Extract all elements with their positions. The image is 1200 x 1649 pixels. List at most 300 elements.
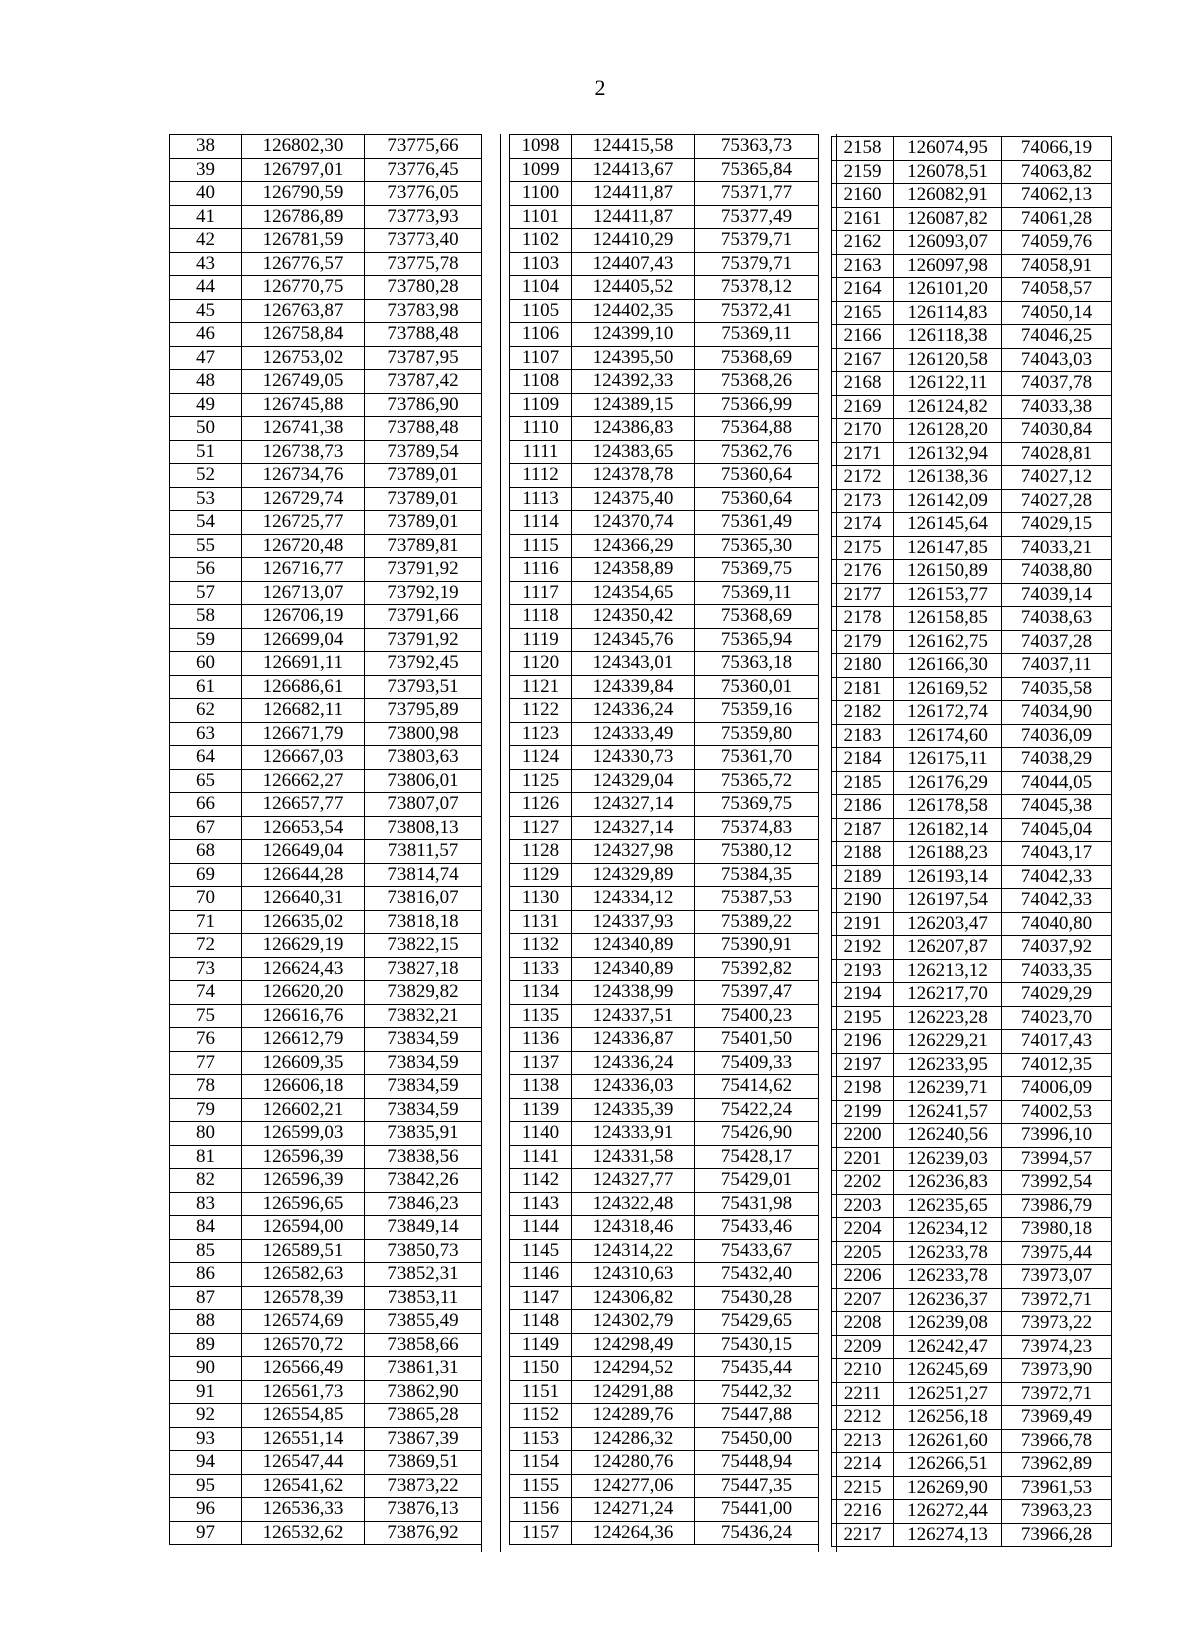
x-coordinate-cell: 126203,47	[894, 912, 1002, 936]
y-coordinate-cell: 74037,11	[1002, 654, 1112, 678]
x-coordinate-cell: 126602,21	[242, 1098, 365, 1122]
table-row	[170, 276, 482, 300]
y-coordinate-cell: 75435,44	[695, 1357, 819, 1381]
y-coordinate-cell: 74046,25	[1002, 325, 1112, 349]
y-coordinate-cell: 75390,91	[695, 934, 819, 958]
table-row	[510, 816, 819, 840]
point-number-cell: 2188	[832, 842, 894, 866]
point-number-cell: 2167	[832, 348, 894, 372]
table-row	[510, 1333, 819, 1357]
x-coordinate-cell: 126551,14	[242, 1427, 365, 1451]
x-coordinate-cell: 126082,91	[894, 184, 1002, 208]
table-row	[170, 1498, 482, 1522]
point-number-cell: 1100	[510, 182, 572, 206]
table-row	[832, 865, 1112, 889]
point-number-cell: 1140	[510, 1122, 572, 1146]
y-coordinate-cell: 73789,01	[365, 464, 482, 488]
table-row	[170, 816, 482, 840]
point-number-cell: 2199	[832, 1100, 894, 1124]
y-coordinate-cell: 73865,28	[365, 1404, 482, 1428]
point-number-cell: 1098	[510, 135, 572, 159]
y-coordinate-cell: 75369,75	[695, 793, 819, 817]
point-number-cell: 2211	[832, 1382, 894, 1406]
table-row	[832, 842, 1112, 866]
y-coordinate-cell: 73816,07	[365, 887, 482, 911]
x-coordinate-cell: 126649,04	[242, 840, 365, 864]
x-coordinate-cell: 126720,48	[242, 534, 365, 558]
x-coordinate-cell: 126101,20	[894, 278, 1002, 302]
table-row	[170, 675, 482, 699]
x-coordinate-cell: 124329,89	[572, 863, 695, 887]
point-number-cell: 1146	[510, 1263, 572, 1287]
x-coordinate-cell: 124370,74	[572, 511, 695, 535]
table-row	[510, 158, 819, 182]
point-number-cell: 1103	[510, 252, 572, 276]
y-coordinate-cell: 73808,13	[365, 816, 482, 840]
y-coordinate-cell: 75365,84	[695, 158, 819, 182]
x-coordinate-cell: 126554,85	[242, 1404, 365, 1428]
x-coordinate-cell: 124415,58	[572, 135, 695, 159]
table-row	[832, 630, 1112, 654]
point-number-cell: 40	[170, 182, 242, 206]
x-coordinate-cell: 124411,87	[572, 205, 695, 229]
point-number-cell: 49	[170, 393, 242, 417]
y-coordinate-cell: 75430,28	[695, 1286, 819, 1310]
x-coordinate-cell: 126162,75	[894, 630, 1002, 654]
y-coordinate-cell: 75432,40	[695, 1263, 819, 1287]
y-coordinate-cell: 73834,59	[365, 1028, 482, 1052]
y-coordinate-cell: 74028,81	[1002, 442, 1112, 466]
table-row	[510, 722, 819, 746]
table-row	[832, 1359, 1112, 1383]
point-number-cell: 1157	[510, 1521, 572, 1545]
point-number-cell: 81	[170, 1145, 242, 1169]
y-coordinate-cell: 73787,42	[365, 370, 482, 394]
x-coordinate-cell: 126699,04	[242, 628, 365, 652]
y-coordinate-cell: 73846,23	[365, 1192, 482, 1216]
table-row	[170, 323, 482, 347]
y-coordinate-cell: 73858,66	[365, 1333, 482, 1357]
x-coordinate-cell: 124375,40	[572, 487, 695, 511]
x-coordinate-cell: 124280,76	[572, 1451, 695, 1475]
point-number-cell: 1129	[510, 863, 572, 887]
point-number-cell: 1130	[510, 887, 572, 911]
x-coordinate-cell: 126541,62	[242, 1474, 365, 1498]
y-coordinate-cell: 74027,12	[1002, 466, 1112, 490]
point-number-cell: 2197	[832, 1053, 894, 1077]
point-number-cell: 2185	[832, 771, 894, 795]
y-coordinate-cell: 73835,91	[365, 1122, 482, 1146]
point-number-cell: 92	[170, 1404, 242, 1428]
table-row	[510, 793, 819, 817]
table-row	[170, 1216, 482, 1240]
table-row	[832, 1030, 1112, 1054]
point-number-cell: 1136	[510, 1028, 572, 1052]
table-row	[170, 1122, 482, 1146]
point-number-cell: 64	[170, 746, 242, 770]
x-coordinate-cell: 126596,39	[242, 1145, 365, 1169]
x-coordinate-cell: 126776,57	[242, 252, 365, 276]
x-coordinate-cell: 126114,83	[894, 301, 1002, 325]
y-coordinate-cell: 73832,21	[365, 1004, 482, 1028]
point-number-cell: 86	[170, 1263, 242, 1287]
y-coordinate-cell: 74058,57	[1002, 278, 1112, 302]
point-number-cell: 1121	[510, 675, 572, 699]
x-coordinate-cell: 126725,77	[242, 511, 365, 535]
table-row	[170, 1474, 482, 1498]
x-coordinate-cell: 126770,75	[242, 276, 365, 300]
y-coordinate-cell: 75363,18	[695, 652, 819, 676]
table-row	[832, 348, 1112, 372]
table-row	[832, 1124, 1112, 1148]
point-number-cell: 2217	[832, 1523, 894, 1547]
point-number-cell: 55	[170, 534, 242, 558]
x-coordinate-cell: 124336,03	[572, 1075, 695, 1099]
x-coordinate-cell: 126239,08	[894, 1312, 1002, 1336]
y-coordinate-cell: 74039,14	[1002, 583, 1112, 607]
point-number-cell: 1141	[510, 1145, 572, 1169]
point-number-cell: 1133	[510, 957, 572, 981]
y-coordinate-cell: 74034,90	[1002, 701, 1112, 725]
table-row	[170, 934, 482, 958]
y-coordinate-cell: 75447,35	[695, 1474, 819, 1498]
x-coordinate-cell: 126729,74	[242, 487, 365, 511]
point-number-cell: 82	[170, 1169, 242, 1193]
table-row	[510, 1474, 819, 1498]
y-coordinate-cell: 73789,01	[365, 487, 482, 511]
x-coordinate-cell: 126594,00	[242, 1216, 365, 1240]
table-row	[170, 981, 482, 1005]
x-coordinate-cell: 126223,28	[894, 1006, 1002, 1030]
point-number-cell: 2213	[832, 1429, 894, 1453]
table-row	[510, 957, 819, 981]
x-coordinate-cell: 126188,23	[894, 842, 1002, 866]
table-row	[832, 184, 1112, 208]
point-number-cell: 2169	[832, 395, 894, 419]
point-number-cell: 48	[170, 370, 242, 394]
y-coordinate-cell: 75359,16	[695, 699, 819, 723]
x-coordinate-cell: 124399,10	[572, 323, 695, 347]
point-number-cell: 2172	[832, 466, 894, 490]
x-coordinate-cell: 126233,95	[894, 1053, 1002, 1077]
y-coordinate-cell: 73791,66	[365, 605, 482, 629]
x-coordinate-cell: 124318,46	[572, 1216, 695, 1240]
table-row	[510, 1451, 819, 1475]
x-coordinate-cell: 126166,30	[894, 654, 1002, 678]
point-number-cell: 45	[170, 299, 242, 323]
point-number-cell: 73	[170, 957, 242, 981]
y-coordinate-cell: 73780,28	[365, 276, 482, 300]
y-coordinate-cell: 73776,05	[365, 182, 482, 206]
table-row	[510, 299, 819, 323]
y-coordinate-cell: 74037,92	[1002, 936, 1112, 960]
y-coordinate-cell: 75362,76	[695, 440, 819, 464]
y-coordinate-cell: 73818,18	[365, 910, 482, 934]
point-number-cell: 2159	[832, 160, 894, 184]
table-row	[510, 863, 819, 887]
x-coordinate-cell: 124395,50	[572, 346, 695, 370]
x-coordinate-cell: 126599,03	[242, 1122, 365, 1146]
x-coordinate-cell: 124286,32	[572, 1427, 695, 1451]
x-coordinate-cell: 124337,51	[572, 1004, 695, 1028]
y-coordinate-cell: 74038,63	[1002, 607, 1112, 631]
table-row	[170, 957, 482, 981]
x-coordinate-cell: 126763,87	[242, 299, 365, 323]
x-coordinate-cell: 126582,63	[242, 1263, 365, 1287]
y-coordinate-cell: 74043,03	[1002, 348, 1112, 372]
x-coordinate-cell: 126713,07	[242, 581, 365, 605]
table-row	[510, 323, 819, 347]
point-number-cell: 1154	[510, 1451, 572, 1475]
table-row	[832, 1077, 1112, 1101]
point-number-cell: 1149	[510, 1333, 572, 1357]
table-row	[510, 699, 819, 723]
x-coordinate-cell: 126797,01	[242, 158, 365, 182]
x-coordinate-cell: 124389,15	[572, 393, 695, 417]
table-row	[832, 936, 1112, 960]
table-row	[510, 1239, 819, 1263]
y-coordinate-cell: 73786,90	[365, 393, 482, 417]
y-coordinate-cell: 75368,69	[695, 605, 819, 629]
table-row	[510, 1216, 819, 1240]
table-row	[832, 301, 1112, 325]
point-number-cell: 75	[170, 1004, 242, 1028]
point-number-cell: 1128	[510, 840, 572, 864]
y-coordinate-cell: 73969,49	[1002, 1406, 1112, 1430]
page-number: 2	[594, 75, 606, 100]
y-coordinate-cell: 75366,99	[695, 393, 819, 417]
y-coordinate-cell: 73972,71	[1002, 1288, 1112, 1312]
x-coordinate-cell: 126175,11	[894, 748, 1002, 772]
point-number-cell: 1105	[510, 299, 572, 323]
table-row	[832, 419, 1112, 443]
point-number-cell: 1139	[510, 1098, 572, 1122]
y-coordinate-cell: 74044,05	[1002, 771, 1112, 795]
table-row	[510, 1404, 819, 1428]
point-number-cell: 50	[170, 417, 242, 441]
x-coordinate-cell: 124337,93	[572, 910, 695, 934]
table-row	[510, 1028, 819, 1052]
x-coordinate-cell: 126239,03	[894, 1147, 1002, 1171]
y-coordinate-cell: 73787,95	[365, 346, 482, 370]
x-coordinate-cell: 124330,73	[572, 746, 695, 770]
x-coordinate-cell: 126753,02	[242, 346, 365, 370]
y-coordinate-cell: 73973,22	[1002, 1312, 1112, 1336]
y-coordinate-cell: 73775,78	[365, 252, 482, 276]
y-coordinate-cell: 73834,59	[365, 1075, 482, 1099]
table-row	[510, 840, 819, 864]
y-coordinate-cell: 75392,82	[695, 957, 819, 981]
x-coordinate-cell: 126686,61	[242, 675, 365, 699]
table-row	[170, 1004, 482, 1028]
y-coordinate-cell: 75360,64	[695, 487, 819, 511]
point-number-cell: 1110	[510, 417, 572, 441]
point-number-cell: 85	[170, 1239, 242, 1263]
point-number-cell: 69	[170, 863, 242, 887]
point-number-cell: 2160	[832, 184, 894, 208]
table-row	[832, 466, 1112, 490]
table-row	[170, 158, 482, 182]
table-row	[832, 1100, 1112, 1124]
y-coordinate-cell: 73834,59	[365, 1051, 482, 1075]
y-coordinate-cell: 73849,14	[365, 1216, 482, 1240]
y-coordinate-cell: 74033,21	[1002, 536, 1112, 560]
x-coordinate-cell: 126233,78	[894, 1241, 1002, 1265]
table-row	[832, 583, 1112, 607]
point-number-cell: 1151	[510, 1380, 572, 1404]
table-row	[510, 934, 819, 958]
y-coordinate-cell: 73861,31	[365, 1357, 482, 1381]
x-coordinate-cell: 124336,24	[572, 699, 695, 723]
x-coordinate-cell: 126269,90	[894, 1476, 1002, 1500]
x-coordinate-cell: 124277,06	[572, 1474, 695, 1498]
point-number-cell: 95	[170, 1474, 242, 1498]
table-row	[170, 628, 482, 652]
x-coordinate-cell: 126578,39	[242, 1286, 365, 1310]
y-coordinate-cell: 75450,00	[695, 1427, 819, 1451]
point-number-cell: 38	[170, 135, 242, 159]
table-row	[170, 417, 482, 441]
x-coordinate-cell: 124271,24	[572, 1498, 695, 1522]
point-number-cell: 2189	[832, 865, 894, 889]
table-row	[832, 654, 1112, 678]
y-coordinate-cell: 73838,56	[365, 1145, 482, 1169]
point-number-cell: 97	[170, 1521, 242, 1545]
y-coordinate-cell: 73789,54	[365, 440, 482, 464]
table-row	[170, 887, 482, 911]
y-coordinate-cell: 75360,01	[695, 675, 819, 699]
y-coordinate-cell: 74017,43	[1002, 1030, 1112, 1054]
point-number-cell: 87	[170, 1286, 242, 1310]
y-coordinate-cell: 75400,23	[695, 1004, 819, 1028]
y-coordinate-cell: 75361,49	[695, 511, 819, 535]
table-row	[832, 395, 1112, 419]
table-row	[170, 440, 482, 464]
x-coordinate-cell: 126217,70	[894, 983, 1002, 1007]
y-coordinate-cell: 73869,51	[365, 1451, 482, 1475]
x-coordinate-cell: 126609,35	[242, 1051, 365, 1075]
point-number-cell: 1113	[510, 487, 572, 511]
table-row	[170, 863, 482, 887]
table-row	[170, 1028, 482, 1052]
point-number-cell: 1131	[510, 910, 572, 934]
point-number-cell: 1102	[510, 229, 572, 253]
table-row	[832, 1006, 1112, 1030]
y-coordinate-cell: 73855,49	[365, 1310, 482, 1334]
table-row	[832, 1218, 1112, 1242]
x-coordinate-cell: 126174,60	[894, 724, 1002, 748]
y-coordinate-cell: 74023,70	[1002, 1006, 1112, 1030]
table-row	[510, 558, 819, 582]
table-row	[510, 182, 819, 206]
table-row	[170, 1192, 482, 1216]
table-row	[510, 1286, 819, 1310]
y-coordinate-cell: 73962,89	[1002, 1453, 1112, 1477]
y-coordinate-cell: 75433,46	[695, 1216, 819, 1240]
x-coordinate-cell: 124410,29	[572, 229, 695, 253]
x-coordinate-cell: 124306,82	[572, 1286, 695, 1310]
x-coordinate-cell: 124329,04	[572, 769, 695, 793]
x-coordinate-cell: 126178,58	[894, 795, 1002, 819]
y-coordinate-cell: 75431,98	[695, 1192, 819, 1216]
point-number-cell: 1144	[510, 1216, 572, 1240]
x-coordinate-cell: 126074,95	[894, 137, 1002, 161]
y-coordinate-cell: 73852,31	[365, 1263, 482, 1287]
y-coordinate-cell: 74050,14	[1002, 301, 1112, 325]
y-coordinate-cell: 75379,71	[695, 229, 819, 253]
table-row	[832, 818, 1112, 842]
x-coordinate-cell: 124331,58	[572, 1145, 695, 1169]
y-coordinate-cell: 75428,17	[695, 1145, 819, 1169]
y-coordinate-cell: 75448,94	[695, 1451, 819, 1475]
x-coordinate-cell: 126640,31	[242, 887, 365, 911]
y-coordinate-cell: 74045,38	[1002, 795, 1112, 819]
point-number-cell: 2176	[832, 560, 894, 584]
x-coordinate-cell: 126138,36	[894, 466, 1002, 490]
table-row	[170, 464, 482, 488]
point-number-cell: 2170	[832, 419, 894, 443]
point-number-cell: 46	[170, 323, 242, 347]
x-coordinate-cell: 126738,73	[242, 440, 365, 464]
table-row	[170, 511, 482, 535]
x-coordinate-cell: 126629,19	[242, 934, 365, 958]
x-coordinate-cell: 126616,76	[242, 1004, 365, 1028]
y-coordinate-cell: 75384,35	[695, 863, 819, 887]
table-row	[832, 1147, 1112, 1171]
y-coordinate-cell: 73975,44	[1002, 1241, 1112, 1265]
table-row	[170, 1380, 482, 1404]
x-coordinate-cell: 124392,33	[572, 370, 695, 394]
x-coordinate-cell: 126087,82	[894, 207, 1002, 231]
table-row	[832, 724, 1112, 748]
table-row	[510, 675, 819, 699]
point-number-cell: 76	[170, 1028, 242, 1052]
point-number-cell: 1148	[510, 1310, 572, 1334]
x-coordinate-cell: 126242,47	[894, 1335, 1002, 1359]
point-number-cell: 2161	[832, 207, 894, 231]
point-number-cell: 2202	[832, 1171, 894, 1195]
y-coordinate-cell: 73961,53	[1002, 1476, 1112, 1500]
point-number-cell: 2187	[832, 818, 894, 842]
x-coordinate-cell: 124407,43	[572, 252, 695, 276]
point-number-cell: 2194	[832, 983, 894, 1007]
table-row	[170, 1145, 482, 1169]
table-row	[170, 840, 482, 864]
y-coordinate-cell: 73829,82	[365, 981, 482, 1005]
table-row	[510, 370, 819, 394]
y-coordinate-cell: 73783,98	[365, 299, 482, 323]
y-coordinate-cell: 75377,49	[695, 205, 819, 229]
y-coordinate-cell: 73973,07	[1002, 1265, 1112, 1289]
point-number-cell: 1147	[510, 1286, 572, 1310]
x-coordinate-cell: 126589,51	[242, 1239, 365, 1263]
y-coordinate-cell: 73972,71	[1002, 1382, 1112, 1406]
y-coordinate-cell: 73850,73	[365, 1239, 482, 1263]
point-number-cell: 53	[170, 487, 242, 511]
point-number-cell: 80	[170, 1122, 242, 1146]
table-row	[832, 1382, 1112, 1406]
y-coordinate-cell: 74063,82	[1002, 160, 1112, 184]
x-coordinate-cell: 124405,52	[572, 276, 695, 300]
y-coordinate-cell: 73806,01	[365, 769, 482, 793]
point-number-cell: 44	[170, 276, 242, 300]
y-coordinate-cell: 75429,65	[695, 1310, 819, 1334]
y-coordinate-cell: 75363,73	[695, 135, 819, 159]
table-row	[510, 346, 819, 370]
y-coordinate-cell: 75364,88	[695, 417, 819, 441]
table-row	[170, 722, 482, 746]
point-number-cell: 1118	[510, 605, 572, 629]
